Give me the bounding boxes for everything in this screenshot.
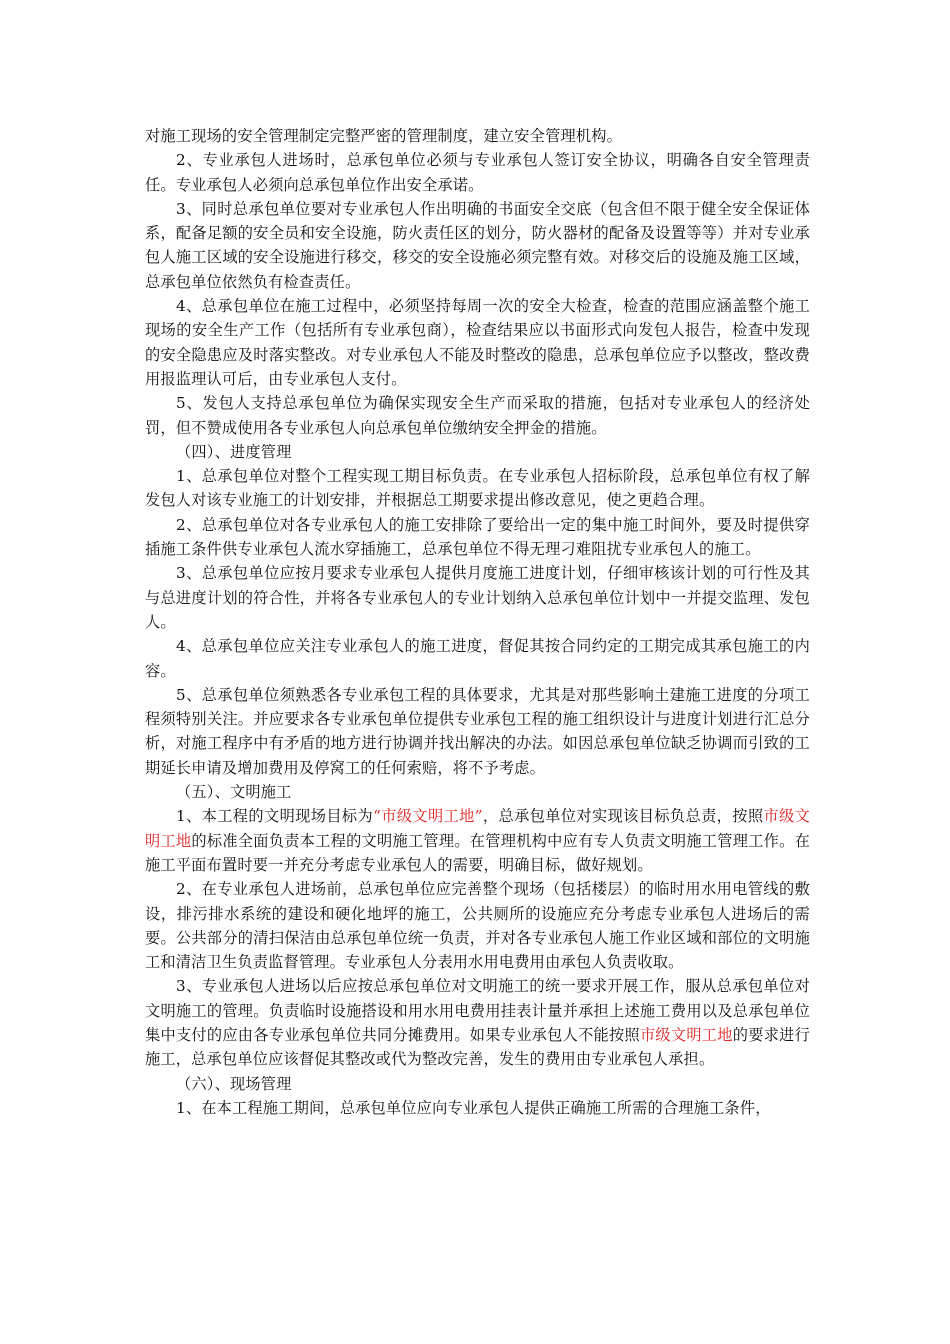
paragraph-safety-4: 4、总承包单位在施工过程中，必须坚持每周一次的安全大检查，检查的范围应涵盖整个施工现场的安全生产工作（包括所有专业承包商），检查结果应以书面形式向发包人报告，检查中发现的安全隐患应及时落实整改。对专业承包人不能及时整改的隐患，总承包单位应予以整改，整改费用报监理认可后，由专业承包人支付。 (145, 297, 810, 388)
paragraph-safety-2: 2、专业承包人进场时，总承包单位必须与专业承包人签订安全协议，明确各自安全管理责任。专业承包人必须向总承包单位作出安全承诺。 (145, 151, 810, 194)
highlighted-text: 市级文明工地 (145, 807, 810, 850)
text-segment: 3、专业承包人进场以后应按总承包单位对文明施工的统一要求开展工作，服从总承包单位对文明施工的管理。负责临时设施搭设和用水用电费用挂表计量并承担上述施工费用以及总承包单位集中支付的应由各专业承包单位共同分摊费用。如果专业承包人不能按照 (145, 977, 810, 1044)
paragraph-schedule-1: 1、总承包单位对整个工程实现工期目标负责。在专业承包人招标阶段，总承包单位有权了解发包人对该专业施工的计划安排，并根据总工期要求提出修改意见，使之更趋合理。 (145, 467, 810, 510)
paragraph-safety-5: 5、发包人支持总承包单位为确保实现安全生产而采取的措施，包括对专业承包人的经济处罚，但不赞成使用各专业承包人向总承包单位缴纳安全押金的措施。 (145, 394, 810, 437)
paragraph-schedule-3: 3、总承包单位应按月要求专业承包人提供月度施工进度计划，仔细审核该计划的可行性及其与总进度计划的符合性，并将各专业承包人的专业计划纳入总承包单位计划中一并提交监理、发包人。 (145, 564, 810, 631)
section-heading-site-management: （六）、现场管理 (176, 1074, 292, 1093)
paragraph-civilized-2: 2、在专业承包人进场前，总承包单位应完善整个现场（包括楼层）的临时用水用电管线的敷设，排污排水系统的建设和硬化地坪的施工，公共厕所的设施应充分考虑专业承包人进场后的需要。公共部分的清扫保洁由总承包单位统一负责，并对各专业承包人施工作业区域和部位的文明施工和清洁卫生负责监督管理。专业承包人分表用水用电费用由承包人负责收取。 (145, 880, 810, 972)
section-heading-schedule: （四）、进度管理 (176, 442, 292, 461)
paragraph-civilized-1 (145, 804, 810, 877)
section-heading-civilized-construction: （五）、文明施工 (176, 783, 292, 802)
highlighted-text: “市级文明工地” (373, 807, 483, 826)
text-segment: ，总承包单位对实现该目标负总责，按照 (482, 807, 764, 826)
paragraph-schedule-4: 4、总承包单位应关注专业承包人的施工进度，督促其按合同约定的工期完成其承包施工的内容。 (145, 637, 810, 680)
highlighted-text: 市级文明工地 (639, 1025, 733, 1044)
document-body (145, 124, 810, 1120)
text-segment: 的要求进行施工，总承包单位应该督促其整改或代为整改完善，发生的费用由专业承包人承担。 (145, 1025, 811, 1069)
paragraph-schedule-2: 2、总承包单位对各专业承包人的施工安排除了要给出一定的集中施工时间外，要及时提供穿插施工条件供专业承包人流水穿插施工，总承包单位不得无理刁难阻扰专业承包人的施工。 (145, 515, 810, 559)
paragraph-civilized-3 (145, 974, 810, 1071)
paragraph-safety-3: 3、同时总承包单位要对专业承包人作出明确的书面安全交底（包含但不限于健全安全保证体系，配备足额的安全员和安全设施，防火责任区的划分，防火器材的配备及设置等等）并对专业承包人施工区域的安全设施进行移交，移交的安全设施必须完整有效。对移交后的设施及施工区域，总承包单位依然负有检查责任。 (145, 199, 810, 291)
text-segment: 的标准全面负责本工程的文明施工管理。在管理机构中应有专人负责文明施工管理工作。在施工平面布置时要一并充分考虑专业承包人的需要，明确目标，做好规划。 (145, 831, 810, 874)
paragraph-site-1: 1、在本工程施工期间，总承包单位应向专业承包人提供正确施工所需的合理施工条件， (176, 1098, 771, 1117)
paragraph-0: 对施工现场的安全管理制定完整严密的管理制度，建立安全管理机构。 (145, 127, 623, 145)
paragraph-schedule-5: 5、总承包单位须熟悉各专业承包工程的具体要求，尤其是对那些影响土建施工进度的分项工程须特别关注。并应要求各专业承包单位提供专业承包工程的施工组织设计与进度计划进行汇总分析，对施工程序中有矛盾的地方进行协调并找出解决的办法。如因总承包单位缺乏协调而引致的工期延长申请及增加费用及停窝工的任何索赔，将不予考虑。 (145, 685, 810, 777)
text-segment: 1、本工程的文明现场目标为 (176, 807, 374, 826)
